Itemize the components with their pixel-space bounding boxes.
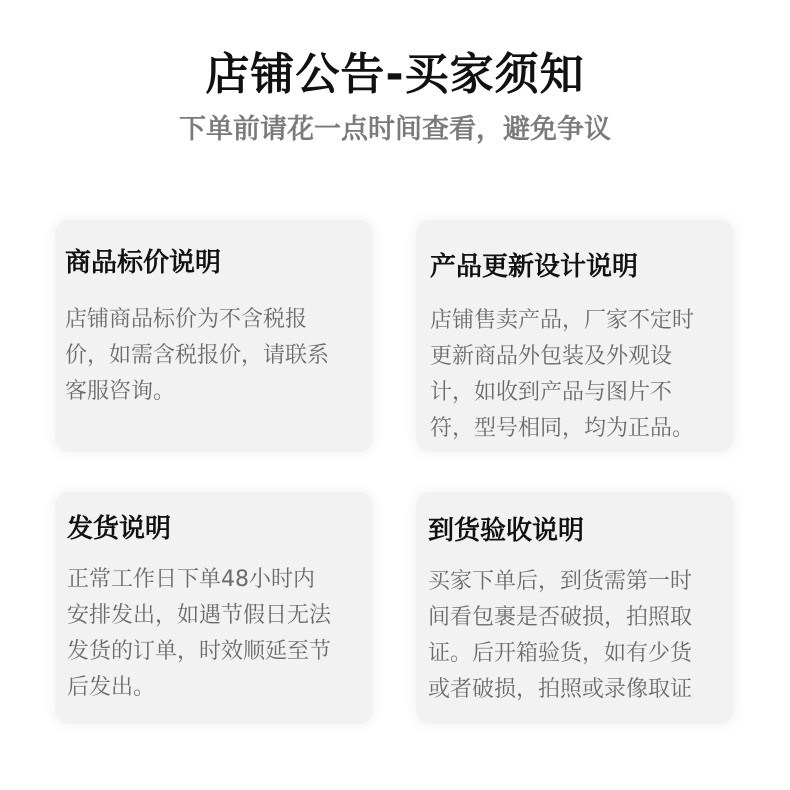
card-title: 到货验收说明 [428,516,585,546]
card-line: 间看包裹是否破损，拍照取 [428,605,693,630]
card-line: 买家下单后，到货需第一时 [428,569,693,594]
card-title: 发货说明 [67,514,172,544]
card-body [67,562,331,706]
card-delivery-inspection-notice [416,492,734,724]
card-pricing-notice [55,220,373,452]
card-line: 或者破损，拍照或录像取证 [428,677,693,702]
card-line: 店铺售卖产品，厂家不定时 [430,308,695,333]
page-subtitle: 下单前请花一点时间查看，避免争议 [179,114,611,145]
card-product-update-notice [416,220,734,452]
card-line: 客服咨询。 [65,379,176,404]
card-line: 计，如收到产品与图片不 [430,380,673,405]
page-title: 店铺公告-买家须知 [205,49,585,100]
card-line: 符，型号相同，均为正品。 [430,416,695,441]
card-shipping-notice [55,492,373,724]
card-body [430,303,694,447]
card-line: 正常工作日下单48小时内 [67,567,315,592]
card-title: 产品更新设计说明 [430,252,639,282]
card-line: 证。后开箱验货，如有少货 [428,641,693,666]
card-body [65,302,329,410]
card-line: 店铺商品标价为不含税报 [65,307,308,332]
card-line: 发货的订单，时效顺延至节 [67,639,332,664]
card-title: 商品标价说明 [65,248,222,278]
card-line: 安排发出，如遇节假日无法 [67,603,332,628]
card-body [428,564,692,708]
card-line: 后发出。 [67,675,156,700]
card-line: 价，如需含税报价，请联系 [65,343,330,368]
card-line: 更新商品外包装及外观设 [430,344,673,369]
